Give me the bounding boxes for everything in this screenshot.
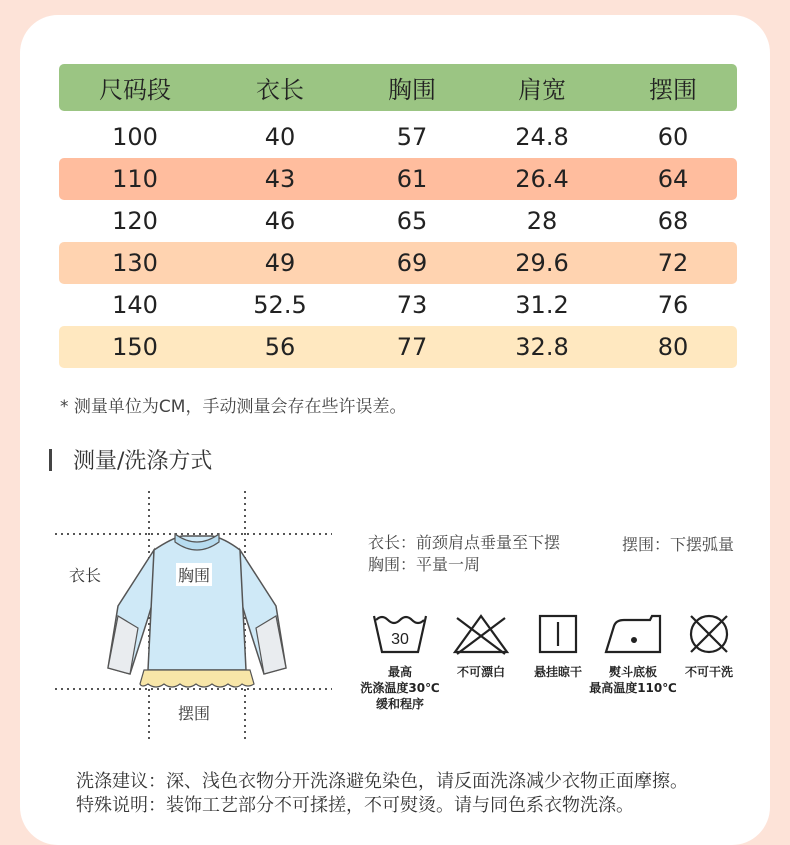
hang-dry-icon [536,612,580,656]
table-row [59,200,737,242]
cell-shoulder: 29.6 [515,249,569,277]
no-dry-clean-icon [685,612,733,656]
table-row [59,116,737,158]
special-instructions: 特殊说明：装饰工艺部分不可揉搓，不可熨烫。请与同色系衣物洗涤。 [76,795,634,816]
header-shoulder: 肩宽 [518,76,566,104]
care-label-dryclean: 不可干洗 [684,665,733,679]
cell-hem: 76 [657,291,689,319]
garment-diagram [52,488,342,748]
table-row [59,326,737,368]
cell-length: 56 [264,333,296,361]
header-hem: 摆围 [649,76,697,104]
cell-chest: 77 [396,333,428,361]
cell-size: 110 [112,165,158,193]
table-row [59,242,737,284]
cell-size: 130 [112,249,158,277]
chest-description: 胸围：平量一周 [368,555,481,574]
diagram-chest-label: 胸围 [176,563,212,586]
cell-length: 40 [264,123,296,151]
cell-shoulder: 31.2 [515,291,569,319]
cell-length: 52.5 [253,291,307,319]
cell-hem: 68 [657,207,689,235]
diagram-length-label: 衣长 [69,566,102,585]
header-size: 尺码段 [99,76,171,104]
cell-shoulder: 24.8 [515,123,569,151]
cell-size: 100 [112,123,158,151]
wash-temperature: 30 [391,631,409,648]
care-label-wash: 最高 洗涤温度30℃ 缓和程序 [360,665,440,711]
care-item-dryclean [664,612,754,680]
cell-length: 43 [264,165,296,193]
cell-chest: 73 [396,291,428,319]
section-title: 测量/洗涤方式 [73,449,213,474]
cell-chest: 61 [396,165,428,193]
cell-hem: 60 [657,123,689,151]
cell-size: 140 [112,291,158,319]
cell-size: 150 [112,333,158,361]
care-label-dry: 悬挂晾干 [533,665,582,679]
table-row [59,284,737,326]
cell-length: 46 [264,207,296,235]
no-bleach-icon [451,612,511,656]
cell-hem: 72 [657,249,689,277]
care-label-bleach: 不可漂白 [456,665,505,679]
iron-110-icon [602,612,664,656]
measurement-note: * 测量单位为CM，手动测量会存在些许误差。 [60,397,407,417]
table-row [59,158,737,200]
section-marker [49,449,52,471]
table-header [59,64,737,111]
header-length: 衣长 [256,76,304,104]
cell-hem: 80 [657,333,689,361]
care-item-wash [355,612,445,712]
care-label-iron: 熨斗底板 最高温度110℃ [589,665,677,695]
cell-shoulder: 26.4 [515,165,569,193]
size-table [59,64,737,368]
cell-shoulder: 28 [526,207,558,235]
length-description: 衣长：前颈肩点垂量至下摆 [368,533,561,552]
cell-chest: 69 [396,249,428,277]
wash-30-icon [372,612,428,656]
wash-advice: 洗涤建议：深、浅色衣物分开洗涤避免染色，请反面洗涤减少衣物正面摩擦。 [76,771,688,792]
cell-size: 120 [112,207,158,235]
header-chest: 胸围 [388,76,436,104]
cell-chest: 57 [396,123,428,151]
hem-description: 摆围：下摆弧量 [622,535,735,554]
cell-hem: 64 [657,165,689,193]
cell-chest: 65 [396,207,428,235]
diagram-hem-label: 摆围 [178,704,211,723]
cell-shoulder: 32.8 [515,333,569,361]
cell-length: 49 [264,249,296,277]
